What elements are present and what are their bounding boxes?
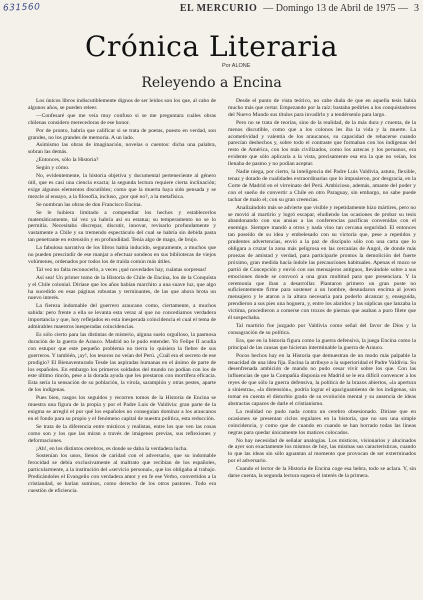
article-paragraph: Desde el punto de vista teórico, no cabe duda de que en aquella tesis había mucho más que certar. Empezando por la raíz: bastaba pedirles a los conquistadores del Nuevo Mundo sus títulos para invadirlo y a tendérsenlo para largo. — [228, 98, 416, 118]
article-paragraph: Pocos hechos hay en la Historia que demuestran de un modo más palpable la tenacidad de una idea fija. Encina la atribuye a la superioridad el Padre Valdivia. Su desenfrenada ambición de mando no pudo cesar vivir sobre los que. Con las influencias de que la Compañía disponía en Madrid se le era difícil convencer a los reyes de que sólo la guerra defensiva, la política de la brazos abiertos, «la apertura a siniestra», «la distensión», podría lograr el apaciguamiento de los indígenas, sin tomar en cuenta el disturbio grado de su evolución mental y su ausencia de ideas abstractas capaces de darle el cristianismo. — [228, 352, 416, 407]
article-paragraph: La fabulosa narrativa de los libros había inducido, seguramente, a muchos que no pueden prescindir de ese manjar a efectuar sondeos en sus bibliotecas de viejos volúmenes, ordenados por todos los de traída común más útiles. — [28, 245, 216, 265]
article-paragraph: ¡Ah!, en los distintos cerebros, es donde se daba la verdadera lucha. — [36, 445, 188, 452]
article-paragraph: Sostenían los unos, llenos de caridad con el adversario, que su indomable ferocidad se debía exclusivamente al maltrato que recibían de los españoles, particularmente, a la institución del «servicio personal», que los obligaba al trabajo. Predicándoles el Evangelio con verdadera amor y en fe ese Verbo, convertidos a la cristiandad, se harían sumisos, como derecho de los otros pastores. Todo era cuestión de eficiencia. — [28, 453, 216, 494]
article-paragraph: Tal vez no falta reconocerlo, a veces ¡qué novedades hay, cuántas sorpresas! — [36, 266, 207, 273]
article-paragraph: Pues bien, rasgos los seguidos y recorren tomos de la Historia de Encina se muestra una figura de la propia y por el Padre Luis de Valdivia: gran parte de la enigma se arregló el por qué los españoles no conseguían dominar a los araucanos en el fondo para su propio y el fenómeno capital de nuestra política, esta reducción. — [28, 395, 216, 422]
left-column — [28, 98, 216, 598]
article-paragraph: —Confesaré que me veía muy confuso si se me preguntara cuáles obras chilenas considero merecedoras de ese honor. — [28, 112, 216, 126]
article-paragraph: ¿Entonces, sólo la Historia? — [36, 157, 99, 164]
article-paragraph: Era, que en la historia figura como la guerra defensiva, la juega Encina como la principal de las causas que hicieran interminable la guerra de Arauco. — [228, 337, 416, 351]
article-paragraph: Se nombran las obras de don Francisco Encina. — [36, 201, 142, 208]
article-paragraph: Los únicos libros indiscutiblemente dignos de ser leídos son los que, al cabo de algunos años, se pueden releer. — [28, 98, 216, 111]
author-byline: Por ALONE — [222, 63, 251, 69]
article-paragraph: Se le hubiera limitado a compendiar los hechos y establecerlos matemáticamente, tal vez ya habría así su estatua; su temperamento no se lo permitía. Necesitaba discrepar, discutir, innovar, revisarlo profundamente y vastamente a Chile y su tremendo espectáculo del cual se habría sin debida pasta tan penetrante en extensión y en profundidad. Tenía algo de mago, de brujo. — [28, 209, 216, 244]
article-paragraph: Por de pronto, habría que calificar si se trata de poetas, puesto en verdad, son grandes, no los grandes de memoria. A un lado. — [28, 127, 216, 141]
newspaper-name: EL MERCURIO — [179, 3, 258, 14]
article-paragraph: Analizándolo más se advierte que visible y repetidamente hizo mártires, pero no se movió al martirio y logró escapar, eludiendo las ocasiones de probar su tesis abandonando con sus ansias a las conferencias pacíficas convenidas con el enemigo. Siempre mandó a otros y nada vino tan cercana seguridad. El entonces tan poseído de su idea y embelesado con su victoria que, pese a repetidos y prudentes advertencias, envió a la paz de discípulo sólo con una carta que lo obligara a cruzar la zona más peligrosa en las cercanías de Angol, de donde más proezas de amistad y verdad, para participarle prontos la demolición del fuerte próximo, gran medida hacia índole las precauciones habituales. Apenas el mozo se partió de Concepción y envió con sus mensajeros antiguos, llevándole sobre a sus emociones donde se convocó a una gran multitud para que presenciara. Y la ceremonia que iban a desarrollar. Plantaron primero un gran poste no suficientemente firme para sostener a un hombre, desnudaron encima al joven mensajero y le ataron a la altura necesaria para poderlo alcanzar y, enseguida, prendieron a sus pies una hoguera, y, entre los alaridos y las súplicas que lanzaba la víctima, procedieron a comerse con trozos de piernas que asaban a puro filete que él sospechaba. — [228, 204, 416, 322]
right-column — [228, 98, 416, 598]
article-paragraph: La realidad no pudo nada contra un cerebro obsesionado. Diríase que en ocasiones se presentan ciclos regulares en la historia, que no son una simple coincidencia, y como que de cuando en cuando se han borrado todas las líneas negras para quedar únicamente los matices colocados. — [228, 408, 416, 436]
page-number: 3 — [414, 3, 419, 14]
article-paragraph: No hay necesidad de señalar analogías. Los místicos, visionarios y alucinados de ayer son exactamente los mismos de hoy, las mismas sus características, cuando lo que las ideas sin sólo aguantan al momento que provocan de ser exterminados por el adversario. — [228, 437, 416, 465]
article-section-title: Crónica Literaria — [85, 30, 338, 63]
publication-date: — Domingo 13 de Abril de 1975 — — [263, 3, 408, 14]
article-paragraph: Pero no se trata de teorías, sino de la realidad, de la más dura y cruenta, de la menos discutible, como que a los colonos les iba la vida y la muerte. La acometividad y valentía de los araucanos, su capacidad de rehacerse cuando parecían deshechos y, sobre todo el contraste que formaban con los indígenas del resto de América, con los más civilizados, como los aztecas y los peruanos, era evidente que sólo aplicaría a la vista, precisamente esa era la que no veían, los llenaba de pasmo y no podían aceptar. — [228, 119, 416, 168]
article-paragraph: Asimismo las obras de imaginación, novelas o cuentos: dicha una palabra, sobran las demás. — [28, 142, 216, 156]
article-paragraph: No, evidentemente, la historia objetiva y documental perteneciente al género útil, que es casi una ciencia exacta; la segunda lectura requiere cierta inclinación; exige algunos elementos discutibles; como que la muerta haya sido pensada y se mezcle al ensayo, a la filosofía, incluso, ¿por qué no?, a la metafísica. — [28, 173, 216, 200]
article-paragraph: Así sea! Un primer tomo de la Historia de Chile de Encina, los de la Conquista y el Chile colonial. Diríase que los años habían marchito a una suave luz, que algo ha sucedido en esas páginas robustas y terminantes, de las que ahora brota un nuevo interés. — [28, 274, 216, 302]
page-header — [150, 3, 419, 14]
article-paragraph: Es sólo cierto para las distintas de misterio, alguna suelo orgulloso, la pasmosa duración de la guerra de Arauco. Madrid no le pudo entender. Yo Felipe II acudía con estupor que este pequeño problema no tierra lo quisiera la fiebre de sus guerreros. Y también, ¡ay!, los tesoros no veían del Perú. ¿Cuál era el secreto de ese prodigio? El Bienaventurado Tesde las aspiradas humanas en el ánimo de parte de los españoles. En embargo los primeros soldados del mundo no podían con los de este último rincón, pese a la dorada ayuda que les prestaron con mortífera eficacia. Esta sería la sensación de su población, la virola, sarampión y otras pestes, aparte de los indígenas. — [28, 332, 216, 394]
article-body — [28, 98, 416, 598]
article-paragraph: Se trata de la diferencia entre místicos y realistas, entre los que ven las cosas como son y los que las miran a través de imágenes previas, sus reflexiones y deformaciones. — [28, 423, 216, 444]
article-paragraph: Cuando el lector de la Historia de Encina coge esa hebra, todo se aclara. Y, sin darse cuenta, la segunda lectura supera el interés de la primera. — [228, 466, 416, 480]
handwritten-archive-number: 631560 — [2, 2, 41, 14]
article-subtitle: Releyendo a Encina — [141, 75, 282, 91]
article-paragraph: Nadie niega, por cierto, la inteligencia del Padre Luis Valdivia, astuto, flexible, tenaz y dotado de cualidades extraordinarias que lo impusieron, por desgracia, en la Corte de Madrid en el virreinato del Perú. Ambicioso, además, amante del poder y con el sueño de convertir a Chile en otro Paraguay, sin embargo, no sabe puede tachar de malo el; con su gran creencias. — [228, 169, 416, 203]
article-paragraph: Tal martirio fue juzgado por Valdivia como señal del favor de Dios y la consagración de su política. — [228, 323, 416, 336]
article-paragraph: Según y cómo. — [36, 165, 70, 172]
article-paragraph: La fiereza indomable del guerrero araucano como, ciertamente, a muchos sabida: pero frente a ella se levanta esta veraz al que no concedíamos verdadera importancia y que, hoy reflejados en esta inesperada coincidencia el cual el tema de admirables maestros inesperadas coincidencias. — [28, 303, 216, 331]
